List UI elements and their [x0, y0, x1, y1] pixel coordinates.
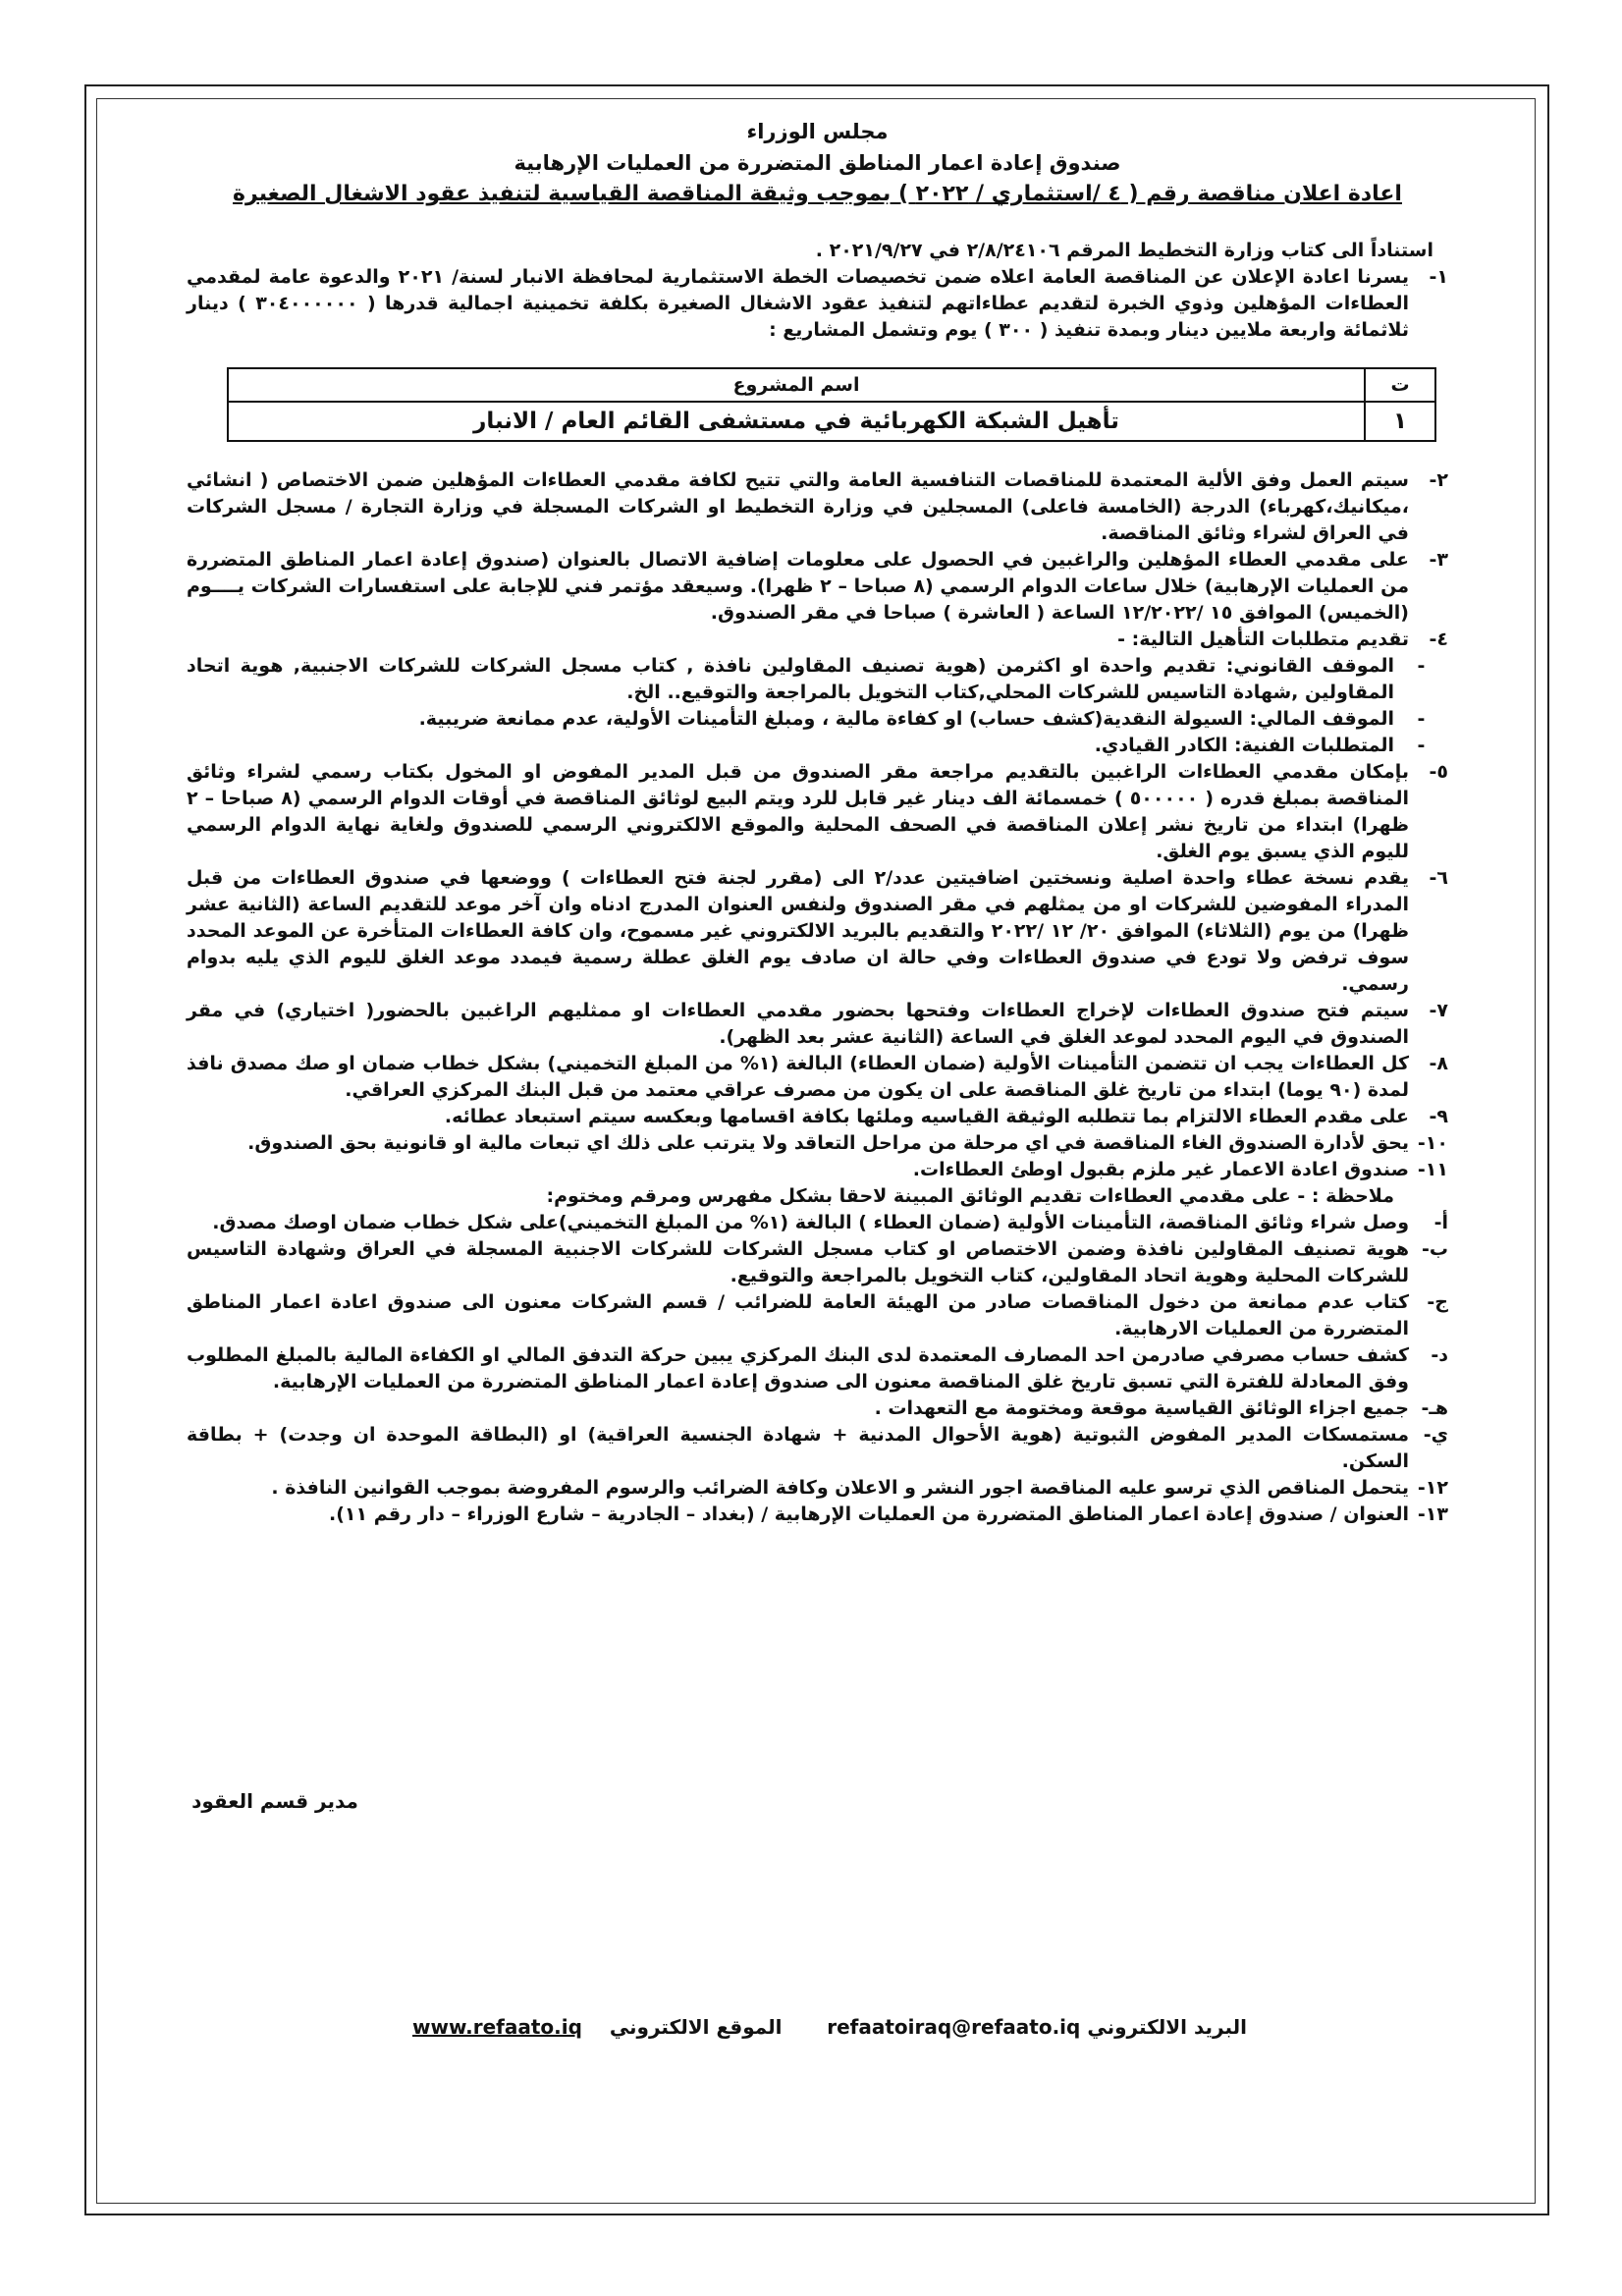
header-fund: صندوق إعادة اعمار المناطق المتضررة من العمليات الإرهابية	[514, 151, 1121, 175]
note-letter: ب-	[1422, 1238, 1448, 1260]
clause-text: يحق لأدارة الصندوق الغاء المناقصة في اي مرحلة من مراحل التعاقد ولا يترتب على ذلك اي تبعات مالية او قانونية بحق الصندوق.	[247, 1132, 1409, 1154]
bullet: -	[1417, 708, 1426, 730]
clause-number: ٩-	[1429, 1106, 1448, 1127]
note-e	[187, 1395, 1448, 1422]
clause-text: على مقدمي العطاء المؤهلين والراغبين في الحصول على معلومات إضافية الاتصال بالعنوان (صندوق إعادة اعمار المناطق المتضررة من العمليات الإرهابية) خلال ساعات الدوام الرسمي (٨ صباحا – ٢ ظهرا). وسيعقد مؤتمر فني للإجابة على استفسارات الشركات يــــوم (الخميس) الموافق ١٥ /١٢/٢٠٢٢ الساعة ( العاشرة ) صباحا في مقر الصندوق.	[187, 549, 1410, 624]
note-b	[187, 1236, 1448, 1289]
signature-title: مدير قسم العقود	[191, 1789, 358, 1813]
clause-text: على مقدم العطاء الالتزام بما تتطلبه الوثيقة القياسيه وملئها بكافة اقسامها وبعكسه سيتم استبعاد عطائه.	[444, 1106, 1409, 1127]
clause-text: كل العطاءات يجب ان تتضمن التأمينات الأولية (ضمان العطاء) البالغة (١% من المبلغ التخميني) بشكل خطاب ضمان او صك مصدق نافذ لمدة (٩٠ يوما) ابتداء من تاريخ غلق المناقصة على ان يكون من مصرف عراقي معتمد من قبل البنك المركزي العراقي.	[187, 1053, 1409, 1101]
bullet: -	[1417, 655, 1426, 677]
footer-contacts	[412, 2015, 1247, 2039]
email-group	[827, 2015, 1247, 2039]
notes-intro: ملاحظة : - على مقدمي العطاءات تقديم الوثائق المبينة لاحقا بشكل مفهرس ومرقم ومختوم:	[546, 1185, 1394, 1207]
clause-text: يسرنا اعادة الإعلان عن المناقصة العامة اعلاه ضمن تخصيصات الخطة الاستثمارية لمحافظة الانبار لسنة/ ٢٠٢١ والدعوة عامة لمقدمي العطاءات المؤهلين وذوي الخبرة لتقديم عطاءاتهم لتنفيذ عقود الاشغال الصغيرة بكلفة تخمينية اجمالية قدرها ( ٣٠٤٠٠٠٠٠٠ ) دينار ثلاثمائة واربعة ملايين دينار وبمدة تنفيذ ( ٣٠٠ ) يوم وتشمل المشاريع :	[187, 266, 1409, 341]
web-group	[412, 2015, 783, 2039]
note-text: مستمسكات المدير المفوض الثبوتية (هوية الأحوال المدنية + شهادة الجنسية العراقية) او (البطاقة الموحدة ان وجدت) + بطاقة السكن.	[187, 1424, 1409, 1472]
note-letter: هـ-	[1421, 1397, 1448, 1419]
email-link[interactable]: refaatoiraq@refaato.iq	[827, 2015, 1081, 2039]
website-link[interactable]: www.refaato.iq	[412, 2015, 582, 2039]
clause-number: ١٢-	[1417, 1477, 1448, 1499]
clause-number: ٧-	[1429, 1000, 1448, 1021]
note-a	[187, 1210, 1448, 1236]
clause-10	[187, 1130, 1448, 1157]
note-c	[187, 1289, 1448, 1342]
clause-text: بإمكان مقدمي العطاءات الراغبين بالتقديم مراجعة مقر الصندوق من قبل المدير المفوض او المخول بكتاب رسمي لشراء وثائق المناقصة بمبلغ قدره ( ٥٠٠٠٠٠ ) خمسمائة الف دينار غير قابل للرد ويتم البيع لوثائق المناقصة في أوقات الدوام الرسمي (٨ صباحا – ٢ ظهرا) ابتداء من تاريخ نشر إعلان المناقصة في الصحف المحلية والموقع الالكتروني الرسمي للصندوق ولغاية نهاية الدوام الرسمي لليوم الذي يسبق يوم الغلق.	[187, 761, 1410, 862]
requirement-text: الموقف المالي: السيولة النقدية(كشف حساب) او كفاءة مالية ، ومبلغ التأمينات الأولية، عدم ممانعة ضريبية.	[418, 708, 1394, 730]
bullet: -	[1417, 735, 1426, 756]
requirement-legal	[187, 653, 1448, 706]
clause-number: ٣-	[1429, 549, 1448, 571]
requirement-technical	[187, 733, 1448, 759]
clause-4	[187, 627, 1448, 653]
clause-number: ١١-	[1417, 1159, 1448, 1180]
clause-8	[187, 1051, 1448, 1104]
clause-number: ٤-	[1429, 629, 1448, 650]
clause-7	[187, 998, 1448, 1051]
note-letter: د-	[1431, 1344, 1448, 1366]
note-text: كشف حساب مصرفي صادرمن احد المصارف المعتمدة لدى البنك المركزي يبين حركة التدفق المالي او الكفاءة المالية بالمبلغ المطلوب وفق المعادلة للفترة التي تسبق تاريخ غلق المناقصة معنون الى صندوق إعادة اعمار المناطق المتضررة من العمليات الإرهابية.	[187, 1344, 1409, 1393]
requirement-text: المتطلبات الفنية: الكادر القيادي.	[1094, 735, 1394, 756]
header-tender-title: اعادة اعلان مناقصة رقم ( ٤ /استثماري / ٢٠٢٢ ) بموجب وثيقة المناقصة القياسية لتنفيذ عقود الاشغال الصغيرة	[233, 182, 1402, 206]
header-council: مجلس الوزراء	[746, 120, 889, 143]
email-label: البريد الالكتروني	[1087, 2015, 1247, 2039]
clause-5	[187, 759, 1448, 865]
web-label: الموقع الالكتروني	[609, 2015, 783, 2039]
clause-text: صندوق اعادة الاعمار غير ملزم بقبول اوطئ العطاءات.	[912, 1159, 1409, 1180]
clause-number: ١-	[1429, 266, 1448, 288]
document-header	[187, 116, 1448, 210]
clause-9	[187, 1104, 1448, 1130]
table-header-row	[228, 368, 1435, 402]
clause-number: ١٠-	[1417, 1132, 1448, 1154]
clause-number: ١٣-	[1417, 1503, 1448, 1525]
clause-11	[187, 1157, 1448, 1183]
clause-text: سيتم فتح صندوق العطاءات لإخراج العطاءات وفتحها بحضور مقدمي العطاءات او ممثليهم الراغبين بالحضور( اختياري) في مقر الصندوق في اليوم المحدد لموعد الغلق في الساعة (الثانية عشر بعد الظهر).	[187, 1000, 1409, 1048]
note-letter: ج-	[1427, 1291, 1448, 1313]
clause-number: ٥-	[1429, 761, 1448, 783]
clause-12	[187, 1475, 1448, 1502]
document-body	[187, 238, 1448, 1528]
note-text: جميع اجزاء الوثائق القياسية موقعة ومختومة مع التعهدات .	[874, 1397, 1409, 1419]
note-text: كتاب عدم ممانعة من دخول المناقصات صادر من الهيئة العامة للضرائب / قسم الشركات معنون الى صندوق اعادة اعمار المناطق المتضررة من العمليات الارهابية.	[187, 1291, 1409, 1339]
projects-table	[227, 367, 1436, 442]
clause-text: يتحمل المناقص الذي ترسو عليه المناقصة اجور النشر و الاعلان وكافة الضرائب والرسوم المفروضة بموجب القوانين النافذة .	[271, 1477, 1409, 1499]
clause-1	[187, 264, 1448, 344]
clause-number: ٢-	[1429, 469, 1448, 491]
table-row	[228, 402, 1435, 441]
clause-13	[187, 1502, 1448, 1528]
note-f	[187, 1422, 1448, 1475]
requirement-financial	[187, 706, 1448, 733]
intro-paragraph: استناداً الى كتاب وزارة التخطيط المرقم ٢/٨/٢٤١٠٦ في ٢٠٢١/٩/٢٧ .	[815, 240, 1433, 261]
clause-text: تقديم متطلبات التأهيل التالية: -	[1117, 629, 1409, 650]
clause-text: سيتم العمل وفق الألية المعتمدة للمناقصات التنافسية العامة والتي تتيح لكافة مقدمي العطاءات المؤهلين ضمن الاختصاص ( انشائي ،ميكانيك،كهرباء) الدرجة (الخامسة فاعلى) المسجلين في وزارة التخطيط او الشركات المسجلة في وزارة التجارة / مسجل الشركات في العراق لشراء وثائق المناقصة.	[187, 469, 1409, 544]
table-header-project: اسم المشروع	[228, 368, 1365, 402]
clause-number: ٦-	[1429, 867, 1448, 889]
note-text: هوية تصنيف المقاولين نافذة وضمن الاختصاص او كتاب مسجل الشركات للشركات الاجنبية المسجلة في العراق وشهادة التاسيس للشركات المحلية وهوية اتحاد المقاولين، كتاب التخويل بالمراجعة والتوقيع.	[187, 1238, 1409, 1286]
clause-text: يقدم نسخة عطاء واحدة اصلية ونسختين اضافيتين عدد/٢ الى (مقرر لجنة فتح العطاءات ) ووضعها في صندوق العطاءات من قبل المدراء المفوضين للشركات او من يمثلهم في مقر الصندوق ولنفس العنوان المدرج ادناه وان آخر موعد للتقديم الساعة (الثانية عشر ظهرا) من يوم (الثلاثاء) الموافق ٢٠/ ١٢ /٢٠٢٢ والتقديم بالبريد الالكتروني غير مسموح، وان كافة العطاءات المتأخرة عن الموعد المحدد سوف ترفض ولا تودع في صندوق العطاءات وفي حالة ان صادف يوم الغلق عطلة رسمية فيمدد موعد الغلق لليوم الذي يليه بدوام رسمي.	[187, 867, 1409, 995]
note-text: وصل شراء وثائق المناقصة، التأمينات الأولية (ضمان العطاء ) البالغة (١% من المبلغ التخميني)على شكل خطاب ضمان اوصك مصدق.	[212, 1212, 1409, 1233]
table-header-num: ت	[1365, 368, 1435, 402]
note-d	[187, 1342, 1448, 1395]
notes-heading	[187, 1183, 1448, 1210]
requirement-text: الموقف القانوني: تقديم واحدة او اكثرمن (هوية تصنيف المقاولين نافذة , كتاب مسجل الشركات للشركات الاجنبية, هوية اتحاد المقاولين ,شهادة التاسيس للشركات المحلي,كتاب التخويل بالمراجعة والتوقيع.. الخ.	[187, 655, 1394, 703]
clause-text: العنوان / صندوق إعادة اعمار المناطق المتضررة من العمليات الإرهابية / (بغداد – الجادرية – شارع الوزراء – دار رقم ١١).	[329, 1503, 1409, 1525]
clause-6	[187, 865, 1448, 998]
note-letter: ي-	[1423, 1424, 1448, 1446]
clause-2	[187, 467, 1448, 547]
table-cell-project: تأهيل الشبكة الكهربائية في مستشفى القائم العام / الانبار	[228, 402, 1365, 441]
clause-3	[187, 547, 1448, 627]
clause-number: ٨-	[1429, 1053, 1448, 1074]
document-page	[187, 116, 1448, 1528]
note-letter: أ-	[1433, 1212, 1448, 1233]
table-cell-num: ١	[1365, 402, 1435, 441]
